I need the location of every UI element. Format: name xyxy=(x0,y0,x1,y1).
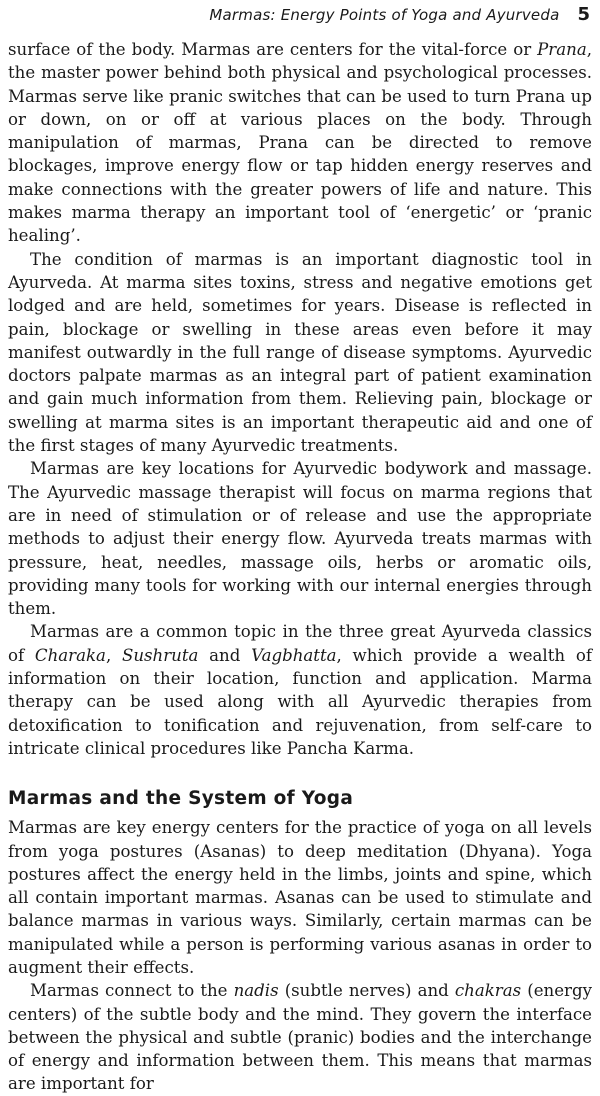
paragraph: Marmas are key locations for Ayurvedic bodywork and massage. The Ayurvedic massage therapist will focus on marma regions that are in need of stimulation or of release and use the appropriate methods to adjust their energy flow. Ayurveda treats marmas with pressure, heat, needles, massage oils, herbs or aromatic oils, providing many tools for working with our internal energies through them. xyxy=(8,459,592,619)
paragraph: Marmas are a common topic in the three great Ayurveda classics of Charaka, Sushruta and Vagbhatta, which provide a wealth of information on their location, function and application. Marma therapy can be used along with all Ayurvedic therapies from detoxification to tonification and rejuvenation, from self-care to intricate clinical procedures like Pancha Karma. xyxy=(8,622,592,758)
running-header-title: Marmas: Energy Points of Yoga and Ayurveda xyxy=(209,6,560,24)
paragraph: surface of the body. Marmas are centers for the vital-force or Prana, the master power behind both physical and psychological processes. Marmas serve like pranic switches that can be used to turn Prana up or down, on or off at various places on the body. Through manipulation of marmas, Prana can be directed to remove blockages, improve energy flow or tap hidden energy reserves and make connections with the greater powers of life and nature. This makes marma therapy an important tool of ‘energetic’ or ‘pranic healing’. xyxy=(8,40,592,246)
italic-term: chakras xyxy=(454,981,522,1001)
paragraph: The condition of marmas is an important diagnostic tool in Ayurveda. At marma sites toxins, stress and negative emotions get lodged and are held, sometimes for years. Disease is reflected in pain, blockage or swelling in these areas even before it may manifest outwardly in the full range of disease symptoms. Ayurvedic doctors palpate marmas as an integral part of patient examination and gain much information from them. Relieving pain, blockage or swelling at marma sites is an important therapeutic aid and one of the first stages of many Ayurvedic treatments. xyxy=(8,249,592,456)
running-header xyxy=(8,4,590,30)
italic-term: nadis xyxy=(233,981,279,1001)
section-heading: Marmas and the System of Yoga xyxy=(8,788,354,810)
paragraph: Marmas connect to the nadis (subtle nerves) and chakras (energy centers) of the subtle body and the mind. They govern the interface between the physical and subtle (pranic) bodies and the interchange of energy and information between them. This means that marmas are important for xyxy=(8,981,592,1094)
italic-term: Sushruta xyxy=(121,645,199,665)
italic-term: Charaka xyxy=(34,645,106,665)
body-text xyxy=(8,38,592,1096)
italic-term: Vagbhatta xyxy=(251,645,337,665)
italic-term: Prana xyxy=(537,40,587,59)
paragraph: Marmas are key energy centers for the practice of yoga on all levels from yoga postures (Asanas) to deep meditation (Dhyana). Yoga postures affect the energy held in the limbs, joints and spine, which all contain important marmas. Asanas can be used to stimulate and balance marmas in various ways. Similarly, certain marmas can be manipulated while a person is performing various asanas in order to augment their effects. xyxy=(8,818,592,977)
page-number: 5 xyxy=(577,4,590,25)
